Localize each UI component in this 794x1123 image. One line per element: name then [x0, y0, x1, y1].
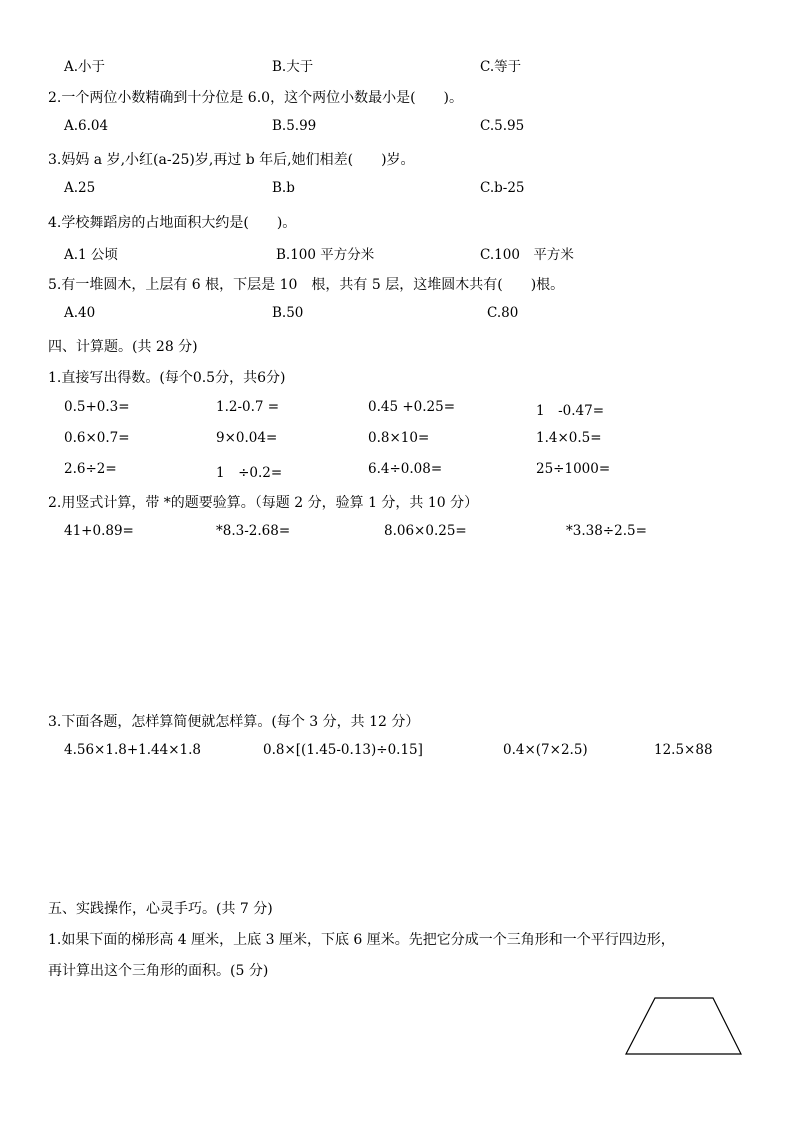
option-b: B.大于	[272, 59, 314, 75]
question-5: 5.有一堆圆木，上层有 6 根，下层是 10 根，共有 5 层，这堆圆木共有( )根。	[48, 277, 565, 293]
simplify-item: 12.5×88	[654, 742, 713, 758]
q2-option-a: A.6.04	[64, 118, 109, 134]
simplify-item: 0.8×[(1.45-0.13)÷0.15]	[263, 742, 423, 758]
vertical-calc-item: *3.38÷2.5=	[566, 523, 647, 539]
calc-item: 0.45 +0.25=	[368, 399, 456, 415]
option-c: C.等于	[480, 59, 522, 75]
trapezoid-figure	[624, 996, 744, 1058]
trapezoid-shape	[626, 998, 741, 1054]
s5-question-1-line2: 再计算出这个三角形的面积。(5 分)	[48, 963, 269, 979]
calc-item: 1.2-0.7 =	[216, 399, 280, 415]
s4-question-1: 1.直接写出得数。(每个0.5分，共6分)	[48, 370, 286, 386]
vertical-calc-item: 41+0.89=	[64, 523, 134, 539]
simplify-item: 4.56×1.8+1.44×1.8	[64, 742, 201, 758]
calc-item: 1 ÷0.2=	[216, 465, 283, 481]
option-a: A.小于	[64, 59, 106, 75]
q4-option-c: C.100 平方米	[480, 247, 574, 263]
vertical-calc-item: *8.3-2.68=	[216, 523, 291, 539]
vertical-calc-item: 8.06×0.25=	[384, 523, 467, 539]
s4-question-2: 2.用竖式计算，带 *的题要验算。（每题 2 分，验算 1 分，共 10 分）	[48, 495, 479, 511]
question-2: 2.一个两位小数精确到十分位是 6.0，这个两位小数最小是( )。	[48, 90, 463, 106]
q5-option-a: A.40	[64, 305, 96, 321]
q5-option-b: B.50	[272, 305, 304, 321]
calc-item: 9×0.04=	[216, 430, 278, 446]
q2-option-c: C.5.95	[480, 118, 525, 134]
calc-item: 0.5+0.3=	[64, 399, 130, 415]
calc-item: 1 -0.47=	[536, 403, 605, 419]
calc-item: 0.6×0.7=	[64, 430, 130, 446]
s4-question-3: 3.下面各题，怎样算简便就怎样算。(每个 3 分，共 12 分）	[48, 714, 420, 730]
q4-option-b: B.100 平方分米	[276, 247, 375, 263]
question-4: 4.学校舞蹈房的占地面积大约是( )。	[48, 215, 297, 231]
calc-item: 2.6÷2=	[64, 461, 117, 477]
q3-option-a: A.25	[64, 180, 96, 196]
section-4-title: 四、计算题。(共 28 分)	[48, 339, 198, 355]
s5-question-1-line1: 1.如果下面的梯形高 4 厘米，上底 3 厘米，下底 6 厘米。先把它分成一个三角形和一个平行四边形，	[48, 932, 675, 948]
simplify-item: 0.4×(7×2.5)	[503, 742, 588, 758]
section-5-title: 五、实践操作，心灵手巧。(共 7 分)	[48, 901, 273, 917]
calc-item: 25÷1000=	[536, 461, 611, 477]
q3-option-c: C.b-25	[480, 180, 525, 196]
calc-item: 0.8×10=	[368, 430, 430, 446]
calc-item: 1.4×0.5=	[536, 430, 602, 446]
question-3: 3.妈妈 a 岁,小红(a-25)岁,再过 b 年后,她们相差( )岁。	[48, 152, 415, 168]
calc-item: 6.4÷0.08=	[368, 461, 443, 477]
q3-option-b: B.b	[272, 180, 295, 196]
q4-option-a: A.1 公顷	[64, 247, 118, 263]
q5-option-c: C.80	[487, 305, 519, 321]
q2-option-b: B.5.99	[272, 118, 317, 134]
